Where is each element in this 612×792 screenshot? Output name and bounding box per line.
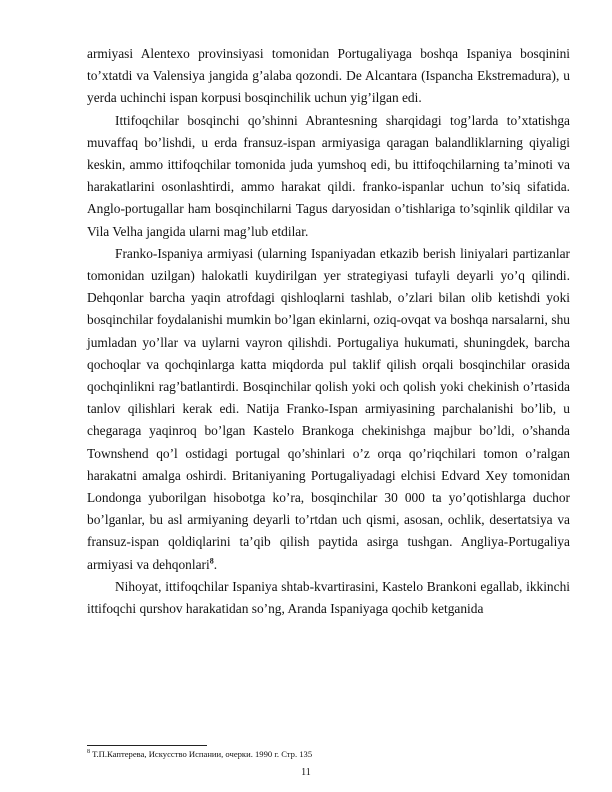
page-body <box>87 43 570 620</box>
paragraph: Ittifoqchilar bosqinchi qo’shinni Abrantesning sharqidagi tog’larda to’xtatishga muvaffaq bo’lishdi, u erda fransuz-ispan armiyasiga qaragan balandliklarning qiyaligi keskin, ammo ittifoqchilar tomonida juda yumshoq edi, bu ittifoqchilarning ta’minoti va harakatlarini osonlashtirdi, ammo harakat qildi. franko-ispanlar uchun to’siq sifatida. Anglo-portugallar ham bosqinchilarni Tagus daryosidan o’tishlariga to’sqinlik qildilar va Vila Velha jangida ularni mag’lub etdilar. <box>87 112 570 239</box>
footnote <box>87 749 312 759</box>
page-number: 11 <box>301 767 311 778</box>
footnote-text: Т.П.Каптерева, Искусство Испании, очерки. 1990 г. Стр. 135 <box>90 749 313 759</box>
footnote-marker[interactable]: 8 <box>209 556 214 566</box>
footnote-number: 8 <box>87 749 90 756</box>
paragraph-with-footnote <box>87 243 570 576</box>
paragraph: armiyasi Alentexo provinsiyasi tomonidan Portugaliyaga boshqa Ispaniya bosqinini to’xtatdi va Valensiya jangida g’alaba qozondi. De Alcantara (Ispancha Ekstremadura), u yerda uchinchi ispan korpusi bosqinchilik uchun yig’ilgan edi. <box>87 46 570 106</box>
paragraph-tail: . <box>213 556 218 572</box>
footnote-divider <box>87 745 207 746</box>
paragraph: Nihoyat, ittifoqchilar Ispaniya shtab-kvartirasini, Kastelo Brankoni egallab, ikkinchi ittifoqchi qurshov harakatidan so’ng, Aranda Ispaniyaga qochib ketganida <box>87 578 570 617</box>
paragraph-text: Franko-Ispaniya armiyasi (ularning Ispaniyadan etkazib berish liniyalari partizanlar tomonidan uzilgan) halokatli kuydirilgan yer strategiyasi tufayli deyarli yo’q qilindi. Dehqonlar barcha yaqin atrofdagi qishloqlarni tashlab, o’zlari bilan olib ketishdi yoki bosqinchilar foydalanishi mumkin bo’lgan ekinlarni, oziq-ovqat va boshqa narsalarni, shu jumladan yo’llar va uylarni vayron qilishdi. Portugaliya hukumati, shuningdek, barcha qochoqlar va qochqinlarga katta miqdorda pul taklif qilish orqali bosqinchilar orasida qochqinlikni rag’batlantirdi. Bosqinchilar qolish yoki och qolish yoki chekinish o’rtasida tanlov qilishlari kerak edi. Natija Franko-Ispan armiyasining parchalanishi bo’lib, u chegaraga yaqinroq bo’lgan Kastelo Brankoga chekinishga majbur bo’ldi, o’shanda Townshend qo’l ostidagi portugal qo’shinlari o’z orqa qo’riqchilari tomon o’ralgan harakatni amalga oshirdi. Britaniyaning Portugaliyadagi elchisi Edvard Xey tomonidan Londonga yuborilgan hisobotga ko’ra, bosqinchilar 30 000 ta yo’qotishlarga duchor bo’lganlar, bu asl armiyaning deyarli to’rtdan uch qismi, asosan, ochlik, desertatsiya va fransuz-ispan qoldiqlarini ta’qib qilish paytida asirga tushgan. Angliya-Portugaliya armiyasi va dehqonlari <box>87 245 570 572</box>
